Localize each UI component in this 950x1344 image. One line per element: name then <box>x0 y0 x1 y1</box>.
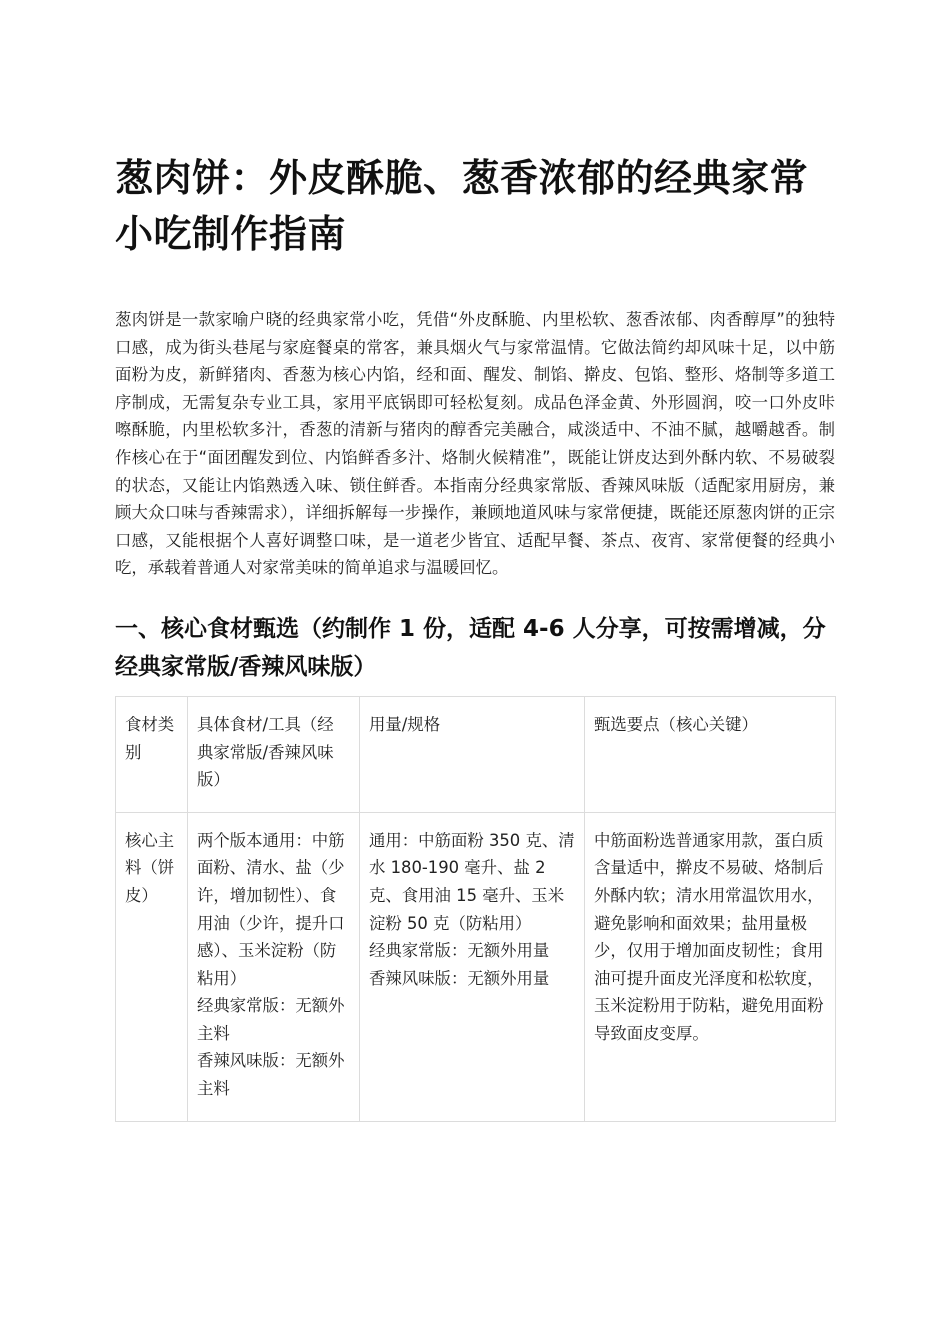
cell-notes: 中筋面粉选普通家用款，蛋白质含量适中，擀皮不易破、烙制后外酥内软；清水用常温饮用水，避免影响和面效果；盐用量极少，仅用于增加面皮韧性；食用油可提升面皮光泽度和松软度，玉米淀粉用于防粘，避免用面粉导致面皮变厚。 <box>585 812 836 1121</box>
cell-items-line: 香辣风味版：无额外主料 <box>197 1051 345 1099</box>
table-header-row <box>116 696 836 812</box>
header-category: 食材类别 <box>116 696 188 812</box>
header-notes: 甄选要点（核心关键） <box>585 696 836 812</box>
cell-amounts-line: 香辣风味版：无额外用量 <box>369 968 550 988</box>
intro-paragraph: 葱肉饼是一款家喻户晓的经典家常小吃，凭借“外皮酥脆、内里松软、葱香浓郁、肉香醇厚”的独特口感，成为街头巷尾与家庭餐桌的常客，兼具烟火气与家常温情。它做法简约却风味十足，以中筋面粉为皮，新鲜猪肉、香葱为核心内馅，经和面、醒发、制馅、擀皮、包馅、整形、烙制等多道工序制成，无需复杂专业工具，家用平底锅即可轻松复刻。成品色泽金黄、外形圆润，咬一口外皮咔嚓酥脆，内里松软多汁，香葱的清新与猪肉的醇香完美融合，咸淡适中、不油不腻，越嚼越香。制作核心在于“面团醒发到位、内馅鲜香多汁、烙制火候精准”，既能让饼皮达到外酥内软、不易破裂的状态，又能让内馅熟透入味、锁住鲜香。本指南分经典家常版、香辣风味版（适配家用厨房，兼顾大众口味与香辣需求），详细拆解每一步操作，兼顾地道风味与家常便捷，既能还原葱肉饼的正宗口感，又能根据个人喜好调整口味，是一道老少皆宜、适配早餐、茶点、夜宵、家常便餐的经典小吃，承载着普通人对家常美味的简单追求与温暖回忆。 <box>115 310 835 578</box>
section-heading-ingredients: 一、核心食材甄选（约制作 1 份，适配 4-6 人分享，可按需增减，分经典家常版/香辣风味版） <box>115 615 826 680</box>
header-items: 具体食材/工具（经典家常版/香辣风味版） <box>188 696 360 812</box>
header-amounts: 用量/规格 <box>360 696 585 812</box>
cell-amounts-line: 通用：中筋面粉 350 克、清水 180-190 毫升、盐 2 克、食用油 15 毫升、玉米淀粉 50 克（防粘用） <box>369 830 575 933</box>
document-title: 葱肉饼：外皮酥脆、葱香浓郁的经典家常小吃制作指南 <box>115 156 809 256</box>
cell-amounts-line: 经典家常版：无额外用量 <box>369 941 550 961</box>
ingredients-table <box>115 696 836 1122</box>
cell-category: 核心主料（饼皮） <box>116 812 188 1121</box>
cell-items <box>188 812 360 1121</box>
cell-items-line: 经典家常版：无额外主料 <box>197 996 345 1043</box>
cell-amounts <box>360 812 585 1121</box>
document-page <box>115 150 835 1122</box>
table-row <box>116 812 836 1121</box>
cell-items-line: 两个版本通用：中筋面粉、清水、盐（少许，增加韧性）、食用油（少许，提升口感）、玉米淀粉（防粘用） <box>197 830 345 988</box>
